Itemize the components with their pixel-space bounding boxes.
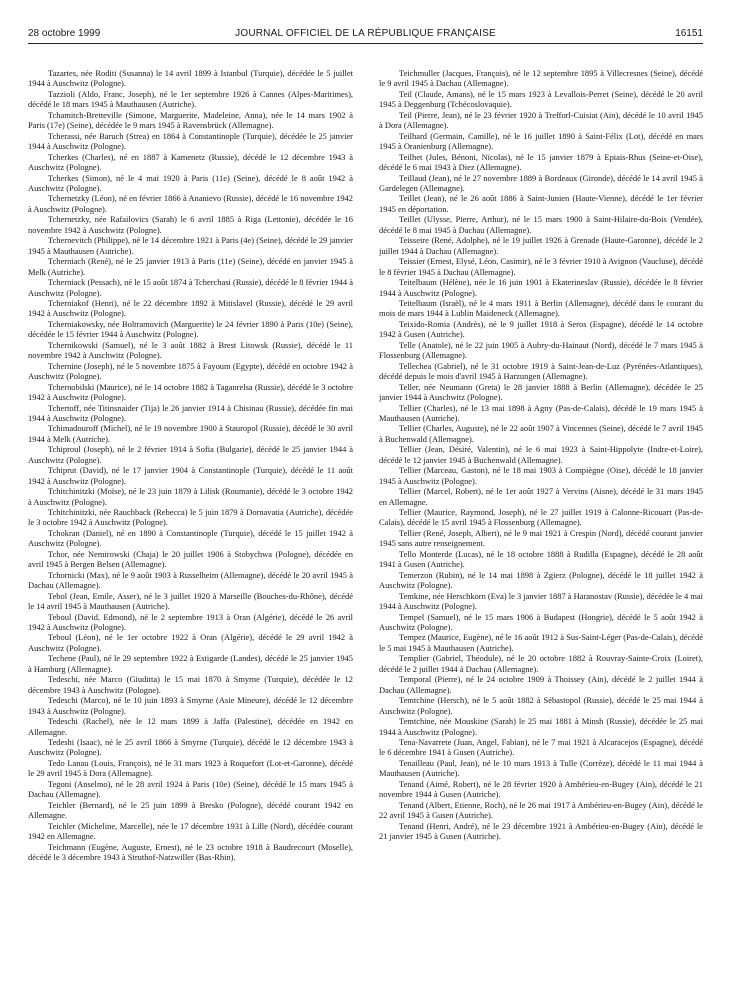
death-record-entry: Tena-Navarrete (Juan, Angel, Fabian), né le 7 mai 1921 à Alcaracejos (Espagne), décédé le 6 décembre 1941 à Gusen (Autriche). [379,737,703,758]
death-record-entry: Tellier (Maurice, Raymond, Joseph), né le 27 juillet 1919 à Calonne-Ricouart (Pas-de-Calais), décédé le 15 avril 1945 à Flossenburg (Allemagne). [379,507,703,528]
death-record-entry: Teboul (David, Edmond), né le 2 septembre 1913 à Oran (Algérie), décédé le 26 avril 1942 à Auschwitz (Pologne). [28,611,353,633]
death-record-entry: Teitelbaum (Hélène), née le 16 juin 1901 à Ekaterineslav (Russie), décédée le 8 février 1944 à Auschwitz (Pologne). [379,277,703,298]
death-record-entry: Tchernikowski (Samuel), né le 3 août 1882 à Brest Litowsk (Russie), décédé le 11 novembre 1942 à Auschwitz (Pologne). [28,339,353,361]
death-record-entry: Teillet (Jean), né le 26 août 1886 à Saint-Junien (Haute-Vienne), décédé le 1er février 1945 en déportation. [379,193,703,214]
header-rule [28,43,703,44]
death-record-entry: Teller, née Neumann (Greta) le 28 janvier 1888 à Berlin (Allemagne), décédée le 25 janvier 1944 à Auschwitz (Pologne). [379,381,703,403]
death-record-entry: Tchernevitch (Philippe), né le 14 décembre 1921 à Paris (4e) (Seine), décédé le 29 janvier 1945 à Mauthausen (Autriche). [28,235,353,256]
death-record-entry: Temtchine (Hersch), né le 5 août 1882 à Sébastopol (Russie), décédé le 25 mai 1944 à Auschwitz (Pologne). [379,695,703,716]
death-record-entry: Teichler (Bernard), né le 25 juin 1899 à Bresko (Pologne), décédé courant 1942 en Allemagne. [28,799,353,821]
death-record-entry: Tchiprut (David), né le 17 janvier 1904 à Constantinople (Turquie), décédé le 11 août 1942 à Auschwitz (Pologne). [28,465,353,486]
header-page-number: 16151 [675,28,703,39]
death-record-entry: Tchitchinitzki (Moïse), né le 23 juin 1879 à Lilisk (Roumanie), décédé le 3 octobre 1942 à Auschwitz (Pologne). [28,486,353,507]
death-record-entry: Teillaud (Jean), né le 27 novembre 1889 à Bordeaux (Gironde), décédé le 14 avril 1945 à Gardelegen (Allemagne). [379,172,703,193]
death-record-entry: Tellier (Charles, Auguste), né le 22 août 1907 à Vincennes (Seine), décédé le 7 avril 1945 à Buchenwald (Allemagne). [379,423,703,444]
left-column [28,68,353,983]
death-record-entry: Tedeschi (Marco), né le 10 juin 1893 à Smyrne (Asie Mineure), décédé le 12 décembre 1943 à Auschwitz (Pologne). [28,695,353,716]
death-record-entry: Tchernobilski (Maurice), né le 14 octobre 1882 à Taganrelsa (Russie), décédé le 3 octobre 1942 à Auschwitz (Pologne). [28,381,353,403]
death-record-entry: Teisseire (René, Adolphe), né le 19 juillet 1926 à Grenade (Haute-Garonne), décédé le 2 juillet 1944 à Dachau (Allemagne). [379,235,703,256]
death-record-entry: Teilhet (Jules, Bénoni, Nicolas), né le 15 janvier 1879 à Epiais-Rhus (Seine-et-Oise), décédé le 6 mai 1943 à Diez (Allemagne). [379,151,703,173]
death-record-entry: Tcherniakof (Henri), né le 22 décembre 1892 à Mitislavel (Russie), décédé le 29 avril 1942 à Auschwitz (Pologne). [28,297,353,319]
death-record-entry: Tegoni (Anselmo), né le 28 avril 1924 à Paris (10e) (Seine), décédé le 15 mars 1945 à Dachau (Allemagne). [28,778,353,800]
death-record-entry: Tedo Lanau (Louis, François), né le 31 mars 1923 à Roquefort (Lot-et-Garonne), décédé le 29 avril 1945 à Dora (Allemagne). [28,757,353,779]
death-record-entry: Tcherniach (René), né le 25 janvier 1913 à Paris (11e) (Seine), décédé en janvier 1945 à Melk (Autriche). [28,256,353,277]
death-record-entry: Tazartes, née Roditi (Susanna) le 14 avril 1899 à Istanbul (Turquie), décédée le 5 juillet 1944 à Auschwitz (Pologne). [28,68,353,89]
death-record-entry: Tcherassi, née Baruch (Strea) en 1864 à Constantinople (Turquie), décédée le 25 janvier 1944 à Auschwitz (Pologne). [28,130,353,152]
death-record-entry: Teillet (Ulysse, Pierre, Arthur), né le 15 mars 1900 à Saint-Hilaire-du-Bois (Vendée), décédé le 8 mai 1945 à Dachau (Allemagne). [379,214,703,235]
death-record-entry: Tempez (Maurice, Eugène), né le 16 août 1912 à Sus-Saint-Léger (Pas-de-Calais), décédé le 5 mai 1945 à Mauthausen (Autriche). [379,632,703,653]
death-record-entry: Tcherkes (Charles), né en 1887 à Kamenetz (Russie), décédé le 12 décembre 1943 à Auschwitz (Pologne). [28,151,353,173]
death-record-entry: Teichler (Micheline, Marcelle), née le 17 décembre 1931 à Lille (Nord), décédée courant 1942 en Allemagne. [28,820,353,842]
death-record-entry: Tcherkes (Simon), né le 4 mai 1920 à Paris (11e) (Seine), décédé le 8 août 1942 à Auschwitz (Pologne). [28,172,353,193]
death-record-entry: Tello Monterde (Lucas), né le 18 octobre 1888 à Rudilla (Espagne), décédé le 28 août 1941 à Gusen (Autriche). [379,548,703,570]
death-record-entry: Teilhard (Germain, Camille), né le 16 juillet 1890 à Saint-Félix (Lot), décédé en mars 1945 à Oranienburg (Allemagne). [379,130,703,152]
death-record-entry: Telle (Anatole), né le 22 juin 1905 à Aubry-du-Hainaut (Nord), décédé le 7 mars 1945 à Flossenburg (Allemagne). [379,339,703,361]
page-header [28,26,703,42]
death-record-entry: Tenand (Albert, Etienne, Roch), né le 26 mai 1917 à Ambérieu-en-Bugey (Ain), décédé le 22 avril 1945 à Gusen (Autriche). [379,799,703,821]
death-record-entry: Teichmann (Eugène, Auguste, Ernest), né le 23 octobre 1918 à Baudrecourt (Moselle), décédé le 3 décembre 1943 à Struthof-Natzwiller (Bas-Rhin). [28,841,353,862]
death-record-entry: Tedeshi (Isaac), né le 25 avril 1866 à Smyrne (Turquie), décédé le 12 décembre 1943 à Auschwitz (Pologne). [28,737,353,758]
death-record-entry: Teil (Claude, Amans), né le 15 mars 1923 à Levallois-Perret (Seine), décédé le 20 avril 1945 à Deggenburg (Tchécoslovaquie). [379,88,703,110]
death-record-entry: Tellier (Marceau, Gaston), né le 18 mai 1903 à Compiègne (Oise), décédé le 18 janvier 1945 à Auschwitz (Pologne). [379,465,703,486]
death-record-entry: Teboul (Léon), né le 1er octobre 1922 à Oran (Algérie), décédé le 29 avril 1942 à Auschwitz (Pologne). [28,632,353,653]
death-record-entry: Tchertoff, née Titinsnaider (Tija) le 26 janvier 1914 à Chisinau (Russie), décédée fin mai 1944 à Auschwitz (Pologne). [28,402,353,423]
death-record-entry: Tchernetzky, née Rafailovics (Sarah) le 6 avril 1885 à Riga (Lettonie), décédée le 16 novembre 1942 à Auschwitz (Pologne). [28,214,353,235]
death-record-entry: Tedeschi, née Marco (Giuditta) le 15 mai 1870 à Smyrne (Turquie), décédée le 12 décembre 1943 à Auschwitz (Pologne). [28,674,353,695]
death-record-entry: Tellier (René, Joseph, Albert), né le 9 mai 1921 à Crespin (Nord), décédé courant janvier 1945 sans autre renseignement. [379,527,703,549]
death-record-entry: Tenand (Henri, André), né le 23 décembre 1921 à Ambérieu-en-Bugey (Ain), décédé le 21 janvier 1945 à Gusen (Autriche). [379,820,703,842]
death-record-entry: Tchernine (Joseph), né le 5 novembre 1875 à Fayoum (Egypte), décédé en octobre 1942 à Auschwitz (Pologne). [28,360,353,382]
death-record-entry: Tchimadouroff (Michel), né le 19 novembre 1900 à Stauropol (Russie), décédé le 30 avril 1944 à Melk (Autriche). [28,423,353,444]
death-record-entry: Tellier (Jean, Désiré, Valentin), né le 6 mai 1923 à Saint-Hippolyte (Indre-et-Loire), décédé le 12 janvier 1945 à Buchenwald (Allemagne). [379,444,703,465]
death-record-entry: Tcherniack (Pessach), né le 15 août 1874 à Tcherchasi (Russie), décédé le 8 février 1944 à Auschwitz (Pologne). [28,277,353,298]
death-record-entry: Temkine, née Herschkorn (Eva) le 3 janvier 1887 à Haranostav (Russie), décédée le 4 mai 1944 à Auschwitz (Pologne). [379,590,703,612]
death-record-entry: Techene (Paul), né le 29 septembre 1922 à Estigarde (Landes), décédé le 25 janvier 1945 à Hamburg (Allemagne). [28,653,353,674]
death-record-entry: Tempel (Samuel), né le 15 mars 1906 à Budapest (Hongrie), décédé le 5 août 1942 à Auschwitz (Pologne). [379,611,703,633]
header-date: 28 octobre 1999 [28,28,101,39]
header-title: JOURNAL OFFICIEL DE LA RÉPUBLIQUE FRANÇAISE [235,28,496,39]
death-record-entry: Tchamitch-Bretteville (Simone, Marguerite, Madeleine, Anna), née le 14 mars 1902 à Paris (17e) (Seine), décédée le 9 mars 1945 à Ravensbrück (Allemagne). [28,109,353,131]
death-record-entry: Tchornicki (Max), né le 9 août 1903 à Russelheim (Allemagne), décédé le 20 avril 1945 à Dachau (Allemagne). [28,569,353,591]
death-record-entry: Tebol (Jean, Emile, Asser), né le 3 juillet 1920 à Marseille (Bouches-du-Rhône), décédé le 14 avril 1945 à Mauthausen (Autriche). [28,590,353,612]
death-record-entry: Tchiproul (Joseph), né le 2 février 1914 à Sofia (Bulgarie), décédé le 25 janvier 1944 à Auschwitz (Pologne). [28,444,353,465]
death-record-entry: Tcherniakowsky, née Boltramovich (Marguerite) le 24 février 1890 à Paris (10e) (Seine), décédée le 15 février 1944 à Auschwitz (Pologne). [28,318,353,340]
death-record-entry: Teixido-Romia (Andrès), né le 9 juillet 1918 à Seros (Espagne), décédé le 14 octobre 1942 à Gusen (Autriche). [379,318,703,340]
death-record-entry: Tchernetzky (Léon), né en février 1866 à Ananievo (Russie), décédé le 16 novembre 1942 à Auschwitz (Pologne). [28,193,353,214]
death-record-entry: Tchitchinitzki, née Rauchback (Rebecca) le 5 juin 1879 à Dornavatia (Autriche), décédée le 3 octobre 1942 à Auschwitz (Pologne). [28,507,353,528]
death-record-entry: Temerzon (Rubin), né le 14 mai 1898 à Zgierz (Pologne), décédé le 18 juillet 1942 à Auschwitz (Pologne). [379,569,703,591]
death-record-entry: Tchokran (Daniel), né en 1890 à Constantinople (Turquie), décédé le 15 juillet 1942 à Auschwitz (Pologne). [28,527,353,549]
death-record-entry: Teitelbaum (Israël), né le 4 mars 1911 à Berlin (Allemagne), décédé dans le courant du mois de mars 1944 à Lublin Maideneck (Allemagne). [379,297,703,319]
death-record-entry: Tenailleau (Paul, Jean), né le 10 mars 1913 à Tulle (Corrèze), décédé le 11 mai 1944 à Mauthausen (Autriche). [379,757,703,779]
death-record-entry: Teissier (Ernest, Elysé, Léon, Casimir), né le 3 février 1910 à Avignon (Vaucluse), décédé le 8 février 1945 à Dachau (Allemagne). [379,256,703,277]
right-column [379,68,703,983]
death-record-entry: Teil (Pierre, Jean), né le 23 février 1920 à Trefforl-Cuisiat (Ain), décédé le 10 avril 1945 à Dora (Allemagne). [379,109,703,131]
death-record-entry: Temtchine, née Mouskine (Sarah) le 25 mai 1881 à Minsh (Russie), décédée le 25 mai 1944 à Auschwitz (Pologne). [379,716,703,737]
death-record-entry: Templier (Gabriel, Théodule), né le 20 octobre 1882 à Rouvray-Sainte-Croix (Loiret), décédé le 2 juillet 1944 à Dachau (Allemagne). [379,653,703,674]
death-record-entry: Temporal (Pierre), né le 24 octobre 1909 à Thoissey (Ain), décédé le 2 juillet 1944 à Dachau (Allemagne). [379,674,703,695]
death-record-entry: Teichmuller (Jacques, François), né le 12 septembre 1895 à Villecresnes (Seine), décédé le 9 avril 1945 à Dachau (Allemagne). [379,68,703,89]
death-record-entry: Tenand (Aimé, Robert), né le 28 février 1920 à Ambérieu-en-Bugey (Ain), décédé le 21 novembre 1944 à Gusen (Autriche). [379,778,703,800]
death-record-entry: Tellechea (Gabriel), né le 31 octobre 1919 à Saint-Jean-de-Luz (Pyrénées-Atlantiques), décédé depuis le mois d'avril 1945 à Harzungen (Allemagne). [379,360,703,382]
death-record-entry: Tellier (Marcel, Robert), né le 1er août 1927 à Vervins (Aisne), décédé le 31 mars 1945 en Allemagne. [379,486,703,507]
death-record-entry: Tchor, née Nemirowski (Chaja) le 20 juillet 1906 à Stobychwa (Pologne), décédée en avril 1945 à Bergen Belsen (Allemagne). [28,548,353,570]
death-record-entry: Tedeschi (Rachel), née le 12 mars 1899 à Jaffa (Palestine), décédée en 1942 en Allemagne. [28,716,353,737]
death-record-entry: Tellier (Charles), né le 13 mai 1898 à Agny (Pas-de-Calais), décédé le 19 mars 1945 à Mauthausen (Autriche). [379,402,703,423]
death-record-entry: Tazzioli (Aldo, Franc, Joseph), né le 1er septembre 1926 à Cannes (Alpes-Maritimes), décédé le 18 mars 1945 à Mauthausen (Autriche). [28,88,353,110]
